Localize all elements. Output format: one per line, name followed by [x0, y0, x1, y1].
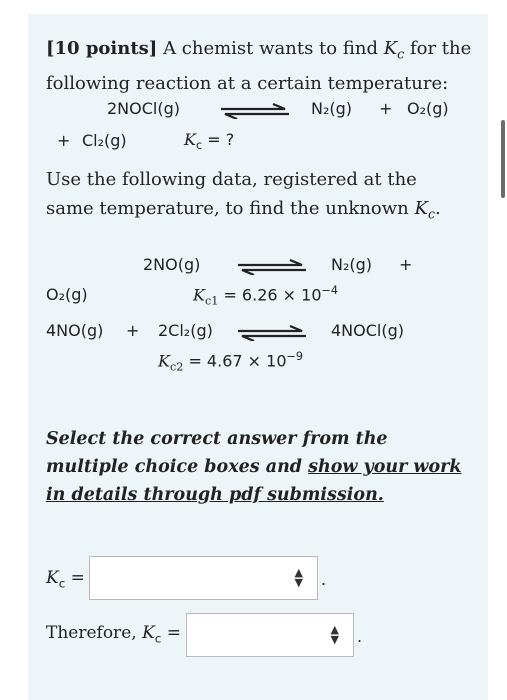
target-product-o2: O₂(g) — [407, 99, 449, 118]
data-intro: Use the following data, registered at the same temperature, to find the unknown $K_c$. — [46, 169, 441, 222]
reaction2-reactant1: 4NO(g) — [46, 321, 104, 340]
reaction2-plus: + — [126, 321, 140, 340]
select-arrows-icon: ▲ ▼ — [294, 566, 303, 589]
instructions: Select the correct answer from the multiple choice boxes and show your work in details through pdf submission. — [46, 429, 462, 505]
equilibrium-arrow-icon — [219, 103, 291, 119]
target-plus-2: + — [57, 131, 71, 150]
target-plus: + — [379, 99, 393, 118]
target-product-n2: N₂(g) — [311, 99, 353, 118]
question-text: [10 points] A chemist wants to find $K_c$ for the following reaction at a certain temperature: — [46, 38, 472, 94]
reaction2-reactant2: 2Cl₂(g) — [158, 321, 213, 340]
reaction1-product-n2: N₂(g) — [331, 255, 373, 274]
reaction1-k: $K_{c1} = 6.26 \times 10^{-4}$ — [193, 284, 338, 308]
answer2-select[interactable] — [186, 613, 354, 657]
select-arrows-icon: ▲ ▼ — [330, 623, 339, 646]
equilibrium-arrow-icon — [236, 325, 308, 341]
reaction2-product: 4NOCl(g) — [331, 321, 404, 340]
target-reactant: 2NOCl(g) — [107, 99, 180, 118]
reaction1-product-o2: O₂(g) — [46, 285, 88, 304]
reaction1-reactant: 2NO(g) — [143, 255, 201, 274]
reaction1-plus: + — [399, 255, 413, 274]
target-kc: $K_c$ = ? — [184, 130, 235, 153]
points-label: [10 points] — [46, 38, 158, 59]
equilibrium-arrow-icon — [236, 259, 308, 275]
answer2-label: Therefore, $K_c$ = — [46, 623, 181, 646]
answer2-period: . — [357, 627, 363, 646]
answer1-label: $K_c$ = — [46, 568, 85, 591]
answer1-period: . — [321, 570, 327, 589]
answer1-select[interactable] — [89, 556, 318, 600]
target-product-cl2: Cl₂(g) — [82, 131, 127, 150]
reaction2-k: $K_{c2} = 4.67 \times 10^{-9}$ — [158, 350, 303, 374]
scrollbar[interactable] — [501, 120, 505, 198]
